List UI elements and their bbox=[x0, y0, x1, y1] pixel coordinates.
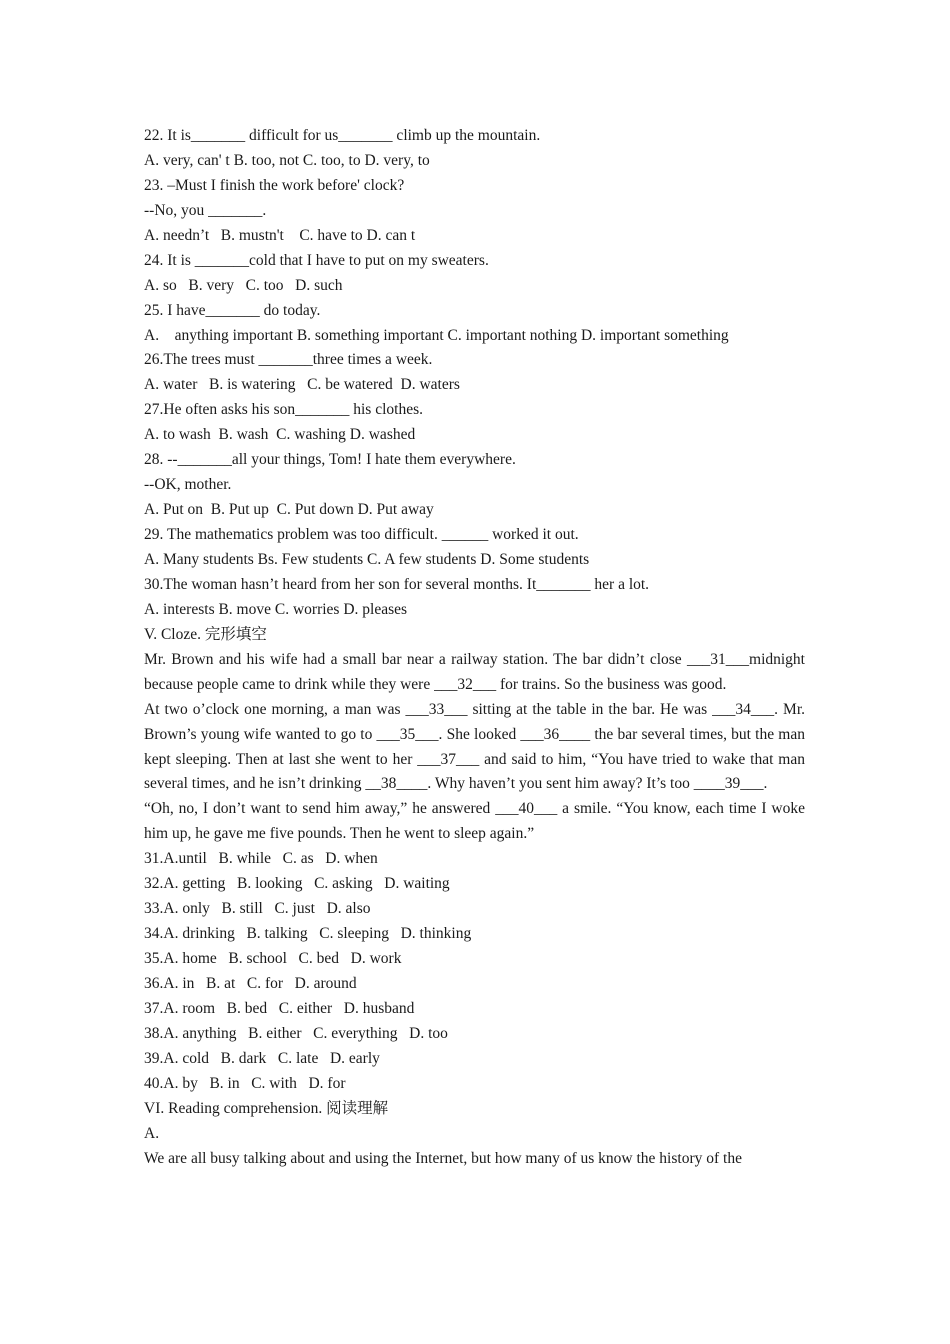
text-line: 26.The trees must _______three times a week. bbox=[144, 351, 433, 369]
text-line: 32.A. getting B. looking C. asking D. waiting bbox=[144, 875, 450, 893]
text-line: A. Many students Bs. Few students C. A few students D. Some students bbox=[144, 550, 590, 568]
text-line: 30.The woman hasn’t heard from her son for several months. It_______ her a lot. bbox=[144, 575, 650, 593]
section-heading-cloze: V. Cloze. 完形填空 bbox=[144, 625, 267, 643]
text-line: 35.A. home B. school C. bed D. work bbox=[144, 950, 402, 968]
text-line: 29. The mathematics problem was too difficult. ______ worked it out. bbox=[144, 526, 579, 543]
text-line: A. to wash B. wash C. washing D. washed bbox=[144, 426, 416, 444]
text-line: 31.A.until B. while C. as D. when bbox=[144, 850, 378, 868]
text-line: 27.He often asks his son_______ his clothes. bbox=[144, 401, 423, 419]
passage-label: A. bbox=[144, 1124, 160, 1142]
text-line: 33.A. only B. still C. just D. also bbox=[144, 900, 371, 918]
text-line: A. very, can' t B. too, not C. too, to D. very, to bbox=[144, 151, 430, 169]
text-line: A. needn’t B. mustn't C. have to D. can t bbox=[144, 226, 416, 244]
text-line: 34.A. drinking B. talking C. sleeping D. thinking bbox=[144, 925, 472, 943]
text-line: 39.A. cold B. dark C. late D. early bbox=[144, 1049, 380, 1067]
text-line: 36.A. in B. at C. for D. around bbox=[144, 975, 357, 992]
cloze-paragraph: Mr. Brown and his wife had a small bar near a railway station. The bar didn’t close ___31___midnight because people came to drink while they were ___32___ for trains. So the business was good. bbox=[144, 650, 805, 693]
text-line: 23. –Must I finish the work before' clock? bbox=[144, 176, 405, 194]
document-page bbox=[144, 124, 805, 1172]
passage-text: We are all busy talking about and using the Internet, but how many of us know the history of the bbox=[144, 1149, 742, 1167]
cloze-paragraph: “Oh, no, I don’t want to send him away,” he answered ___40___ a smile. “You know, each time I woke him up, he gave me five pounds. Then he went to sleep again.” bbox=[144, 800, 805, 843]
text-line: --No, you _______. bbox=[144, 201, 267, 219]
text-line: 24. It is _______cold that I have to put on my sweaters. bbox=[144, 251, 489, 269]
text-line: 40.A. by B. in C. with D. for bbox=[144, 1074, 346, 1092]
text-line: 22. It is_______ difficult for us_______ climb up the mountain. bbox=[144, 127, 541, 144]
section-heading-reading: VI. Reading comprehension. 阅读理解 bbox=[144, 1099, 389, 1117]
text-line: 38.A. anything B. either C. everything D. too bbox=[144, 1024, 448, 1042]
text-line: A. so B. very C. too D. such bbox=[144, 276, 343, 294]
text-line: A. water B. is watering C. be watered D. waters bbox=[144, 376, 460, 394]
cloze-paragraph: At two o’clock one morning, a man was ___33___ sitting at the table in the bar. He was ___34___. Mr. Brown’s young wife wanted to go to ___35___. She looked ___36____ the bar several times, but the man kept sleeping. Then at last she went to her ___37___ and said to him, “You have tried to wake that man several times, and he isn’t drinking __38____. Why haven’t you sent him away? It’s too ____39___. bbox=[144, 700, 805, 793]
text-line: 25. I have_______ do today. bbox=[144, 301, 321, 319]
text-line: A. interests B. move C. worries D. pleases bbox=[144, 600, 408, 618]
text-line: A. anything important B. something important C. important nothing D. important something bbox=[144, 326, 729, 344]
text-line: A. Put on B. Put up C. Put down D. Put away bbox=[144, 501, 434, 519]
text-line: 37.A. room B. bed C. either D. husband bbox=[144, 999, 415, 1017]
text-line: --OK, mother. bbox=[144, 476, 232, 494]
text-line: 28. --_______all your things, Tom! I hate them everywhere. bbox=[144, 451, 516, 469]
